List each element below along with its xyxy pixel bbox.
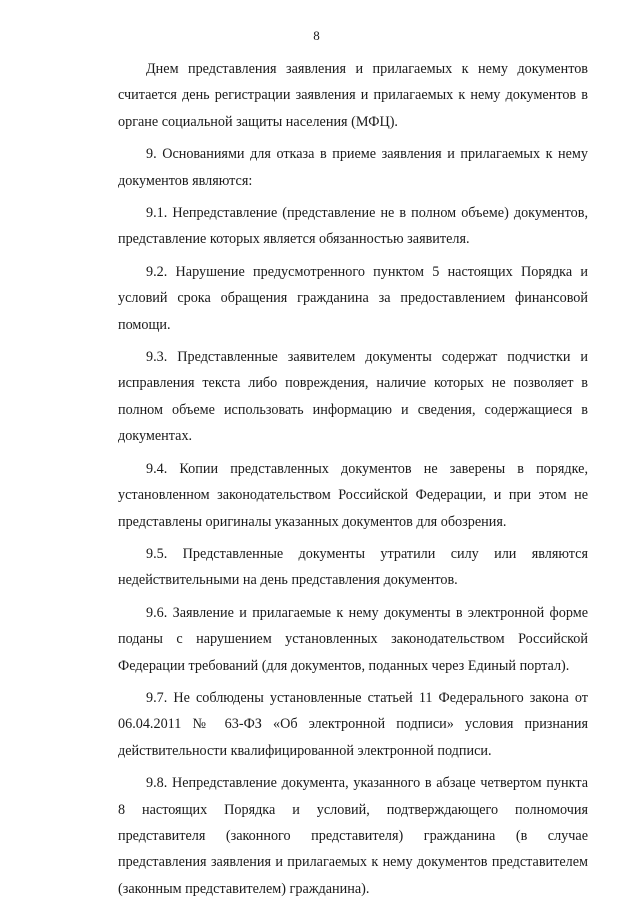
page-number: 8	[313, 28, 320, 43]
paragraph-submission-date: Днем представления заявления и прилагаемых к нему документов считается день регистрации заявления и прилагаемых к нему документов в органе социальной защиты населения (МФЦ).	[118, 61, 588, 130]
paragraph-9-3: 9.3. Представленные заявителем документы содержат подчистки и исправления текста либо повреждения, наличие которых не позволяет в полном объеме использовать информацию и сведения, содержащиеся в документах.	[118, 349, 588, 445]
document-body	[118, 56, 588, 908]
paragraph-9-5: 9.5. Представленные документы утратили силу или являются недействительными на день представления документов.	[118, 545, 588, 589]
paragraph-9-8: 9.8. Непредставление документа, указанного в абзаце четвертом пункта 8 настоящих Порядка и условий, подтверждающего полномочия представителя (законного представителя) гражданина (в случае представления заявления и прилагаемых к нему документов представителем (законным представителем) гражданина).	[118, 775, 588, 897]
paragraph-9-6: 9.6. Заявление и прилагаемые к нему документы в электронной форме поданы с нарушением установленных законодательством Российской Федерации требований (для документов, поданных через Единый портал).	[118, 604, 588, 674]
paragraph-9-1: 9.1. Непредставление (представление не в полном объеме) документов, представление которых является обязанностью заявителя.	[118, 205, 588, 248]
paragraph-9-7: 9.7. Не соблюдены установленные статьей 11 Федерального закона от 06.04.2011 № 63-ФЗ «Об электронной подписи» условия признания действительности квалифицированной электронной подписи.	[118, 689, 588, 759]
paragraph-9-refusal-grounds: 9. Основаниями для отказа в приеме заявления и прилагаемых к нему документов являются:	[118, 146, 588, 189]
paragraph-9-4: 9.4. Копии представленных документов не заверены в порядке, установленном законодательством Российской Федерации, и при этом не представлены оригиналы указанных документов для обозрения.	[118, 460, 588, 530]
paragraph-9-2: 9.2. Нарушение предусмотренного пунктом 5 настоящих Порядка и условий срока обращения гражданина за предоставлением финансовой помощи.	[118, 263, 588, 333]
